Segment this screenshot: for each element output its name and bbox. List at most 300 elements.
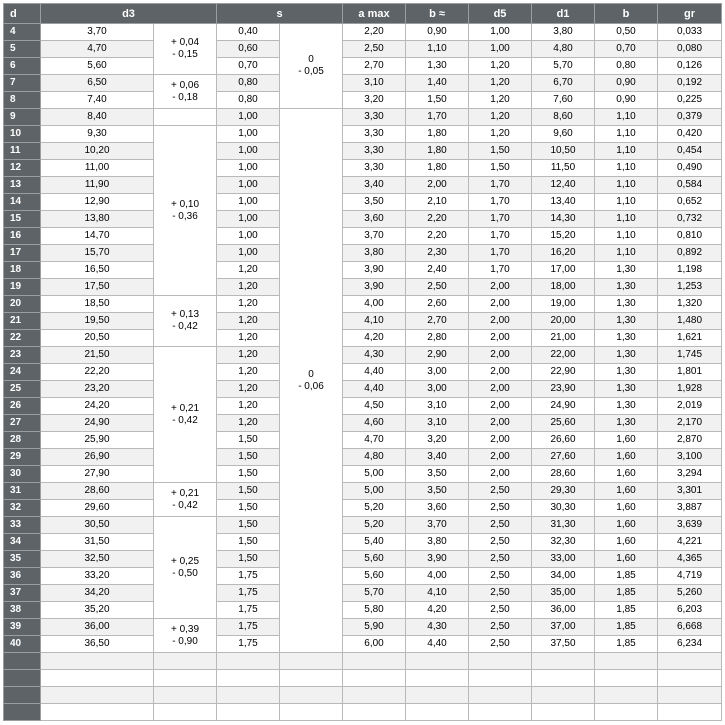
empty-cell <box>280 704 343 721</box>
row-d: 6 <box>4 58 41 75</box>
empty-cell <box>406 670 469 687</box>
table-row <box>4 143 722 160</box>
cell-a-max: 3,70 <box>343 228 406 245</box>
row-d: 16 <box>4 228 41 245</box>
empty-cell <box>217 687 280 704</box>
cell-s: 1,75 <box>217 636 280 653</box>
d3-tolerance-upper: + 0,10 <box>170 198 200 210</box>
cell-b: 1,60 <box>595 432 658 449</box>
table-row <box>4 636 722 653</box>
empty-cell <box>532 687 595 704</box>
d3-tolerance <box>154 347 217 483</box>
cell-b: 1,60 <box>595 500 658 517</box>
cell-d3: 7,40 <box>41 92 154 109</box>
cell-b: 1,85 <box>595 636 658 653</box>
cell-b-approx: 2,00 <box>406 177 469 194</box>
empty-cell <box>469 704 532 721</box>
cell-b-approx: 3,00 <box>406 364 469 381</box>
cell-a-max: 4,10 <box>343 313 406 330</box>
cell-s: 1,20 <box>217 330 280 347</box>
cell-b-approx: 1,30 <box>406 58 469 75</box>
cell-gr: 0,810 <box>658 228 722 245</box>
cell-d1: 13,40 <box>532 194 595 211</box>
table-row <box>4 75 722 92</box>
header-b-approx: b ≈ <box>406 4 469 24</box>
row-d: 33 <box>4 517 41 534</box>
cell-b: 1,30 <box>595 279 658 296</box>
cell-gr: 0,652 <box>658 194 722 211</box>
cell-a-max: 4,50 <box>343 398 406 415</box>
row-d: 8 <box>4 92 41 109</box>
row-d: 23 <box>4 347 41 364</box>
cell-b-approx: 3,40 <box>406 449 469 466</box>
cell-s: 1,00 <box>217 126 280 143</box>
cell-d1: 8,60 <box>532 109 595 126</box>
empty-cell <box>343 653 406 670</box>
cell-d3: 5,60 <box>41 58 154 75</box>
blank-row <box>4 687 722 704</box>
cell-gr: 1,198 <box>658 262 722 279</box>
cell-d1: 36,00 <box>532 602 595 619</box>
table-row <box>4 432 722 449</box>
cell-b: 1,30 <box>595 364 658 381</box>
row-d: 25 <box>4 381 41 398</box>
empty-cell <box>41 670 154 687</box>
cell-gr: 0,225 <box>658 92 722 109</box>
empty-cell <box>532 704 595 721</box>
cell-b-approx: 2,20 <box>406 228 469 245</box>
cell-d1: 29,30 <box>532 483 595 500</box>
cell-d5: 2,00 <box>469 466 532 483</box>
cell-d3: 33,20 <box>41 568 154 585</box>
d3-tolerance-upper: + 0,39 <box>170 623 200 635</box>
cell-gr: 0,379 <box>658 109 722 126</box>
cell-b-approx: 1,80 <box>406 160 469 177</box>
table-row <box>4 602 722 619</box>
cell-s: 1,50 <box>217 449 280 466</box>
cell-d1: 33,00 <box>532 551 595 568</box>
empty-cell <box>280 653 343 670</box>
cell-d1: 28,60 <box>532 466 595 483</box>
empty-cell <box>280 687 343 704</box>
cell-b: 1,10 <box>595 177 658 194</box>
row-d: 34 <box>4 534 41 551</box>
cell-b-approx: 2,70 <box>406 313 469 330</box>
cell-d1: 7,60 <box>532 92 595 109</box>
cell-d1: 11,50 <box>532 160 595 177</box>
row-d: 11 <box>4 143 41 160</box>
cell-d1: 6,70 <box>532 75 595 92</box>
cell-a-max: 5,70 <box>343 585 406 602</box>
cell-s: 0,40 <box>217 24 280 41</box>
cell-s: 0,80 <box>217 92 280 109</box>
empty-cell <box>217 653 280 670</box>
cell-d3: 35,20 <box>41 602 154 619</box>
cell-d1: 20,00 <box>532 313 595 330</box>
cell-b-approx: 2,40 <box>406 262 469 279</box>
header-s: s <box>217 4 343 24</box>
cell-a-max: 4,20 <box>343 330 406 347</box>
cell-d1: 22,00 <box>532 347 595 364</box>
cell-b-approx: 3,10 <box>406 398 469 415</box>
cell-s: 1,20 <box>217 398 280 415</box>
cell-gr: 0,454 <box>658 143 722 160</box>
cell-d3: 27,90 <box>41 466 154 483</box>
table-row <box>4 551 722 568</box>
cell-a-max: 3,40 <box>343 177 406 194</box>
table-row <box>4 500 722 517</box>
cell-s: 1,75 <box>217 619 280 636</box>
cell-b: 0,70 <box>595 41 658 58</box>
cell-s: 1,00 <box>217 160 280 177</box>
header-row <box>4 4 722 24</box>
cell-d1: 35,00 <box>532 585 595 602</box>
cell-b: 1,10 <box>595 109 658 126</box>
cell-d1: 9,60 <box>532 126 595 143</box>
cell-b: 1,60 <box>595 466 658 483</box>
cell-d5: 1,70 <box>469 228 532 245</box>
table-row <box>4 245 722 262</box>
cell-s: 1,20 <box>217 313 280 330</box>
empty-cell <box>532 653 595 670</box>
table-row <box>4 483 722 500</box>
cell-d5: 2,00 <box>469 347 532 364</box>
cell-d3: 8,40 <box>41 109 154 126</box>
cell-gr: 6,234 <box>658 636 722 653</box>
row-d: 29 <box>4 449 41 466</box>
empty-cell <box>406 704 469 721</box>
cell-a-max: 5,80 <box>343 602 406 619</box>
cell-d3: 29,60 <box>41 500 154 517</box>
cell-b: 1,10 <box>595 228 658 245</box>
header-gr: gr <box>658 4 722 24</box>
cell-d1: 5,70 <box>532 58 595 75</box>
table-row <box>4 398 722 415</box>
row-d: 7 <box>4 75 41 92</box>
cell-a-max: 3,90 <box>343 262 406 279</box>
cell-s: 1,75 <box>217 568 280 585</box>
cell-a-max: 5,40 <box>343 534 406 551</box>
d3-tolerance <box>154 126 217 296</box>
cell-a-max: 2,70 <box>343 58 406 75</box>
cell-d3: 10,20 <box>41 143 154 160</box>
d3-tolerance-upper: + 0,21 <box>170 487 200 499</box>
cell-b: 1,30 <box>595 330 658 347</box>
empty-cell <box>595 653 658 670</box>
cell-d3: 30,50 <box>41 517 154 534</box>
cell-a-max: 3,80 <box>343 245 406 262</box>
cell-d1: 37,00 <box>532 619 595 636</box>
empty-cell <box>154 687 217 704</box>
cell-b: 1,60 <box>595 483 658 500</box>
cell-s: 1,20 <box>217 381 280 398</box>
cell-d5: 2,00 <box>469 296 532 313</box>
cell-d3: 36,50 <box>41 636 154 653</box>
table-row <box>4 415 722 432</box>
dimension-table <box>3 3 722 721</box>
cell-d3: 24,20 <box>41 398 154 415</box>
cell-d1: 27,60 <box>532 449 595 466</box>
table-row <box>4 534 722 551</box>
cell-s: 1,50 <box>217 534 280 551</box>
cell-d3: 34,20 <box>41 585 154 602</box>
d3-tolerance-upper: + 0,21 <box>170 402 200 414</box>
table-row <box>4 330 722 347</box>
cell-d1: 30,30 <box>532 500 595 517</box>
cell-b: 1,85 <box>595 619 658 636</box>
row-d-empty <box>4 704 41 721</box>
s-tolerance-lower: - 0,05 <box>298 66 324 77</box>
table-row <box>4 381 722 398</box>
cell-b: 1,85 <box>595 602 658 619</box>
cell-b-approx: 1,40 <box>406 75 469 92</box>
cell-gr: 6,668 <box>658 619 722 636</box>
row-d: 17 <box>4 245 41 262</box>
row-d: 39 <box>4 619 41 636</box>
cell-d3: 26,90 <box>41 449 154 466</box>
cell-a-max: 3,20 <box>343 92 406 109</box>
cell-b: 0,50 <box>595 24 658 41</box>
table-row <box>4 194 722 211</box>
cell-b-approx: 2,30 <box>406 245 469 262</box>
cell-d3: 31,50 <box>41 534 154 551</box>
cell-a-max: 4,00 <box>343 296 406 313</box>
cell-b: 1,30 <box>595 296 658 313</box>
empty-cell <box>469 653 532 670</box>
cell-b-approx: 4,10 <box>406 585 469 602</box>
d3-tolerance <box>154 109 217 126</box>
cell-s: 1,00 <box>217 143 280 160</box>
empty-cell <box>280 670 343 687</box>
empty-cell <box>469 670 532 687</box>
cell-b-approx: 0,90 <box>406 24 469 41</box>
cell-gr: 0,584 <box>658 177 722 194</box>
cell-b: 1,10 <box>595 126 658 143</box>
row-d: 18 <box>4 262 41 279</box>
cell-gr: 0,420 <box>658 126 722 143</box>
blank-row <box>4 670 722 687</box>
cell-d5: 1,20 <box>469 92 532 109</box>
cell-s: 1,50 <box>217 500 280 517</box>
cell-a-max: 3,30 <box>343 160 406 177</box>
cell-d1: 12,40 <box>532 177 595 194</box>
cell-s: 1,00 <box>217 228 280 245</box>
header-d1: d1 <box>532 4 595 24</box>
cell-s: 1,20 <box>217 279 280 296</box>
cell-b-approx: 1,50 <box>406 92 469 109</box>
cell-d5: 1,00 <box>469 41 532 58</box>
cell-d3: 19,50 <box>41 313 154 330</box>
cell-b: 1,60 <box>595 551 658 568</box>
cell-d1: 16,20 <box>532 245 595 262</box>
cell-d5: 2,00 <box>469 279 532 296</box>
header-d: d <box>4 4 41 24</box>
cell-d5: 1,20 <box>469 58 532 75</box>
d3-tolerance-lower: - 0,50 <box>172 567 198 579</box>
cell-b-approx: 1,80 <box>406 143 469 160</box>
cell-d5: 2,00 <box>469 449 532 466</box>
table-row <box>4 262 722 279</box>
cell-d3: 11,00 <box>41 160 154 177</box>
cell-gr: 4,719 <box>658 568 722 585</box>
cell-s: 1,50 <box>217 551 280 568</box>
row-d: 13 <box>4 177 41 194</box>
cell-d1: 34,00 <box>532 568 595 585</box>
cell-b-approx: 2,60 <box>406 296 469 313</box>
cell-gr: 1,928 <box>658 381 722 398</box>
row-d-empty <box>4 653 41 670</box>
cell-d5: 1,70 <box>469 194 532 211</box>
table-row <box>4 109 722 126</box>
cell-d3: 28,60 <box>41 483 154 500</box>
table-row <box>4 92 722 109</box>
cell-d5: 2,50 <box>469 602 532 619</box>
cell-a-max: 4,30 <box>343 347 406 364</box>
d3-tolerance-upper: + 0,04 <box>170 37 200 48</box>
cell-d5: 2,50 <box>469 534 532 551</box>
header-b: b <box>595 4 658 24</box>
cell-d3: 12,90 <box>41 194 154 211</box>
cell-d1: 32,30 <box>532 534 595 551</box>
empty-cell <box>658 670 722 687</box>
cell-d1: 4,80 <box>532 41 595 58</box>
cell-s: 1,75 <box>217 585 280 602</box>
cell-b-approx: 3,90 <box>406 551 469 568</box>
cell-gr: 2,019 <box>658 398 722 415</box>
cell-gr: 0,732 <box>658 211 722 228</box>
d3-tolerance-lower: - 0,36 <box>172 210 198 222</box>
cell-d1: 25,60 <box>532 415 595 432</box>
blank-row <box>4 704 722 721</box>
cell-b: 1,85 <box>595 568 658 585</box>
row-d: 27 <box>4 415 41 432</box>
cell-a-max: 2,20 <box>343 24 406 41</box>
cell-b-approx: 1,10 <box>406 41 469 58</box>
table-row <box>4 126 722 143</box>
cell-a-max: 5,00 <box>343 466 406 483</box>
cell-d1: 18,00 <box>532 279 595 296</box>
table-row <box>4 211 722 228</box>
cell-d1: 31,30 <box>532 517 595 534</box>
cell-a-max: 3,10 <box>343 75 406 92</box>
cell-b: 1,10 <box>595 194 658 211</box>
cell-d1: 21,00 <box>532 330 595 347</box>
cell-b: 1,10 <box>595 143 658 160</box>
row-d: 30 <box>4 466 41 483</box>
cell-s: 1,50 <box>217 517 280 534</box>
cell-b-approx: 2,10 <box>406 194 469 211</box>
cell-d1: 14,30 <box>532 211 595 228</box>
s-tolerance-upper: 0 <box>308 368 314 380</box>
cell-b: 1,60 <box>595 449 658 466</box>
cell-d3: 14,70 <box>41 228 154 245</box>
cell-s: 1,00 <box>217 194 280 211</box>
cell-d5: 1,70 <box>469 262 532 279</box>
table-row <box>4 58 722 75</box>
cell-d3: 11,90 <box>41 177 154 194</box>
cell-b: 1,85 <box>595 585 658 602</box>
cell-gr: 0,080 <box>658 41 722 58</box>
cell-a-max: 3,30 <box>343 126 406 143</box>
cell-a-max: 3,50 <box>343 194 406 211</box>
empty-cell <box>406 687 469 704</box>
cell-d3: 3,70 <box>41 24 154 41</box>
cell-b-approx: 3,70 <box>406 517 469 534</box>
cell-a-max: 4,40 <box>343 364 406 381</box>
table-row <box>4 279 722 296</box>
cell-b: 1,30 <box>595 313 658 330</box>
cell-a-max: 5,90 <box>343 619 406 636</box>
cell-s: 1,00 <box>217 177 280 194</box>
cell-d3: 36,00 <box>41 619 154 636</box>
s-tolerance <box>280 109 343 653</box>
d3-tolerance <box>154 296 217 347</box>
cell-b: 1,30 <box>595 347 658 364</box>
d3-tolerance <box>154 75 217 109</box>
cell-d1: 15,20 <box>532 228 595 245</box>
cell-s: 1,50 <box>217 432 280 449</box>
cell-d1: 19,00 <box>532 296 595 313</box>
cell-gr: 3,887 <box>658 500 722 517</box>
cell-s: 1,00 <box>217 109 280 126</box>
cell-b-approx: 4,40 <box>406 636 469 653</box>
cell-a-max: 4,60 <box>343 415 406 432</box>
cell-b: 1,60 <box>595 534 658 551</box>
cell-a-max: 3,90 <box>343 279 406 296</box>
cell-d3: 23,20 <box>41 381 154 398</box>
cell-s: 1,20 <box>217 296 280 313</box>
d3-tolerance-lower: - 0,42 <box>172 499 198 511</box>
table-row <box>4 585 722 602</box>
row-d: 9 <box>4 109 41 126</box>
cell-d5: 2,50 <box>469 483 532 500</box>
cell-d3: 4,70 <box>41 41 154 58</box>
d3-tolerance-upper: + 0,25 <box>170 555 200 567</box>
row-d: 26 <box>4 398 41 415</box>
empty-cell <box>154 670 217 687</box>
row-d: 14 <box>4 194 41 211</box>
cell-gr: 1,253 <box>658 279 722 296</box>
d3-tolerance-lower: - 0,42 <box>172 414 198 426</box>
row-d: 20 <box>4 296 41 313</box>
cell-gr: 4,365 <box>658 551 722 568</box>
table-row <box>4 347 722 364</box>
cell-b-approx: 3,50 <box>406 483 469 500</box>
cell-d5: 2,00 <box>469 398 532 415</box>
row-d-empty <box>4 687 41 704</box>
cell-gr: 3,301 <box>658 483 722 500</box>
row-d: 38 <box>4 602 41 619</box>
cell-b-approx: 3,80 <box>406 534 469 551</box>
cell-b-approx: 2,90 <box>406 347 469 364</box>
cell-s: 1,20 <box>217 262 280 279</box>
table-row <box>4 313 722 330</box>
cell-b: 1,30 <box>595 262 658 279</box>
empty-cell <box>406 653 469 670</box>
cell-d5: 2,00 <box>469 381 532 398</box>
cell-gr: 6,203 <box>658 602 722 619</box>
header-a-max: a max <box>343 4 406 24</box>
cell-d5: 1,20 <box>469 109 532 126</box>
s-tolerance-lower: - 0,06 <box>298 380 324 392</box>
cell-d5: 1,50 <box>469 143 532 160</box>
row-d: 12 <box>4 160 41 177</box>
cell-b: 0,90 <box>595 75 658 92</box>
cell-a-max: 4,40 <box>343 381 406 398</box>
cell-b-approx: 4,30 <box>406 619 469 636</box>
table-body <box>4 24 722 721</box>
row-d: 15 <box>4 211 41 228</box>
